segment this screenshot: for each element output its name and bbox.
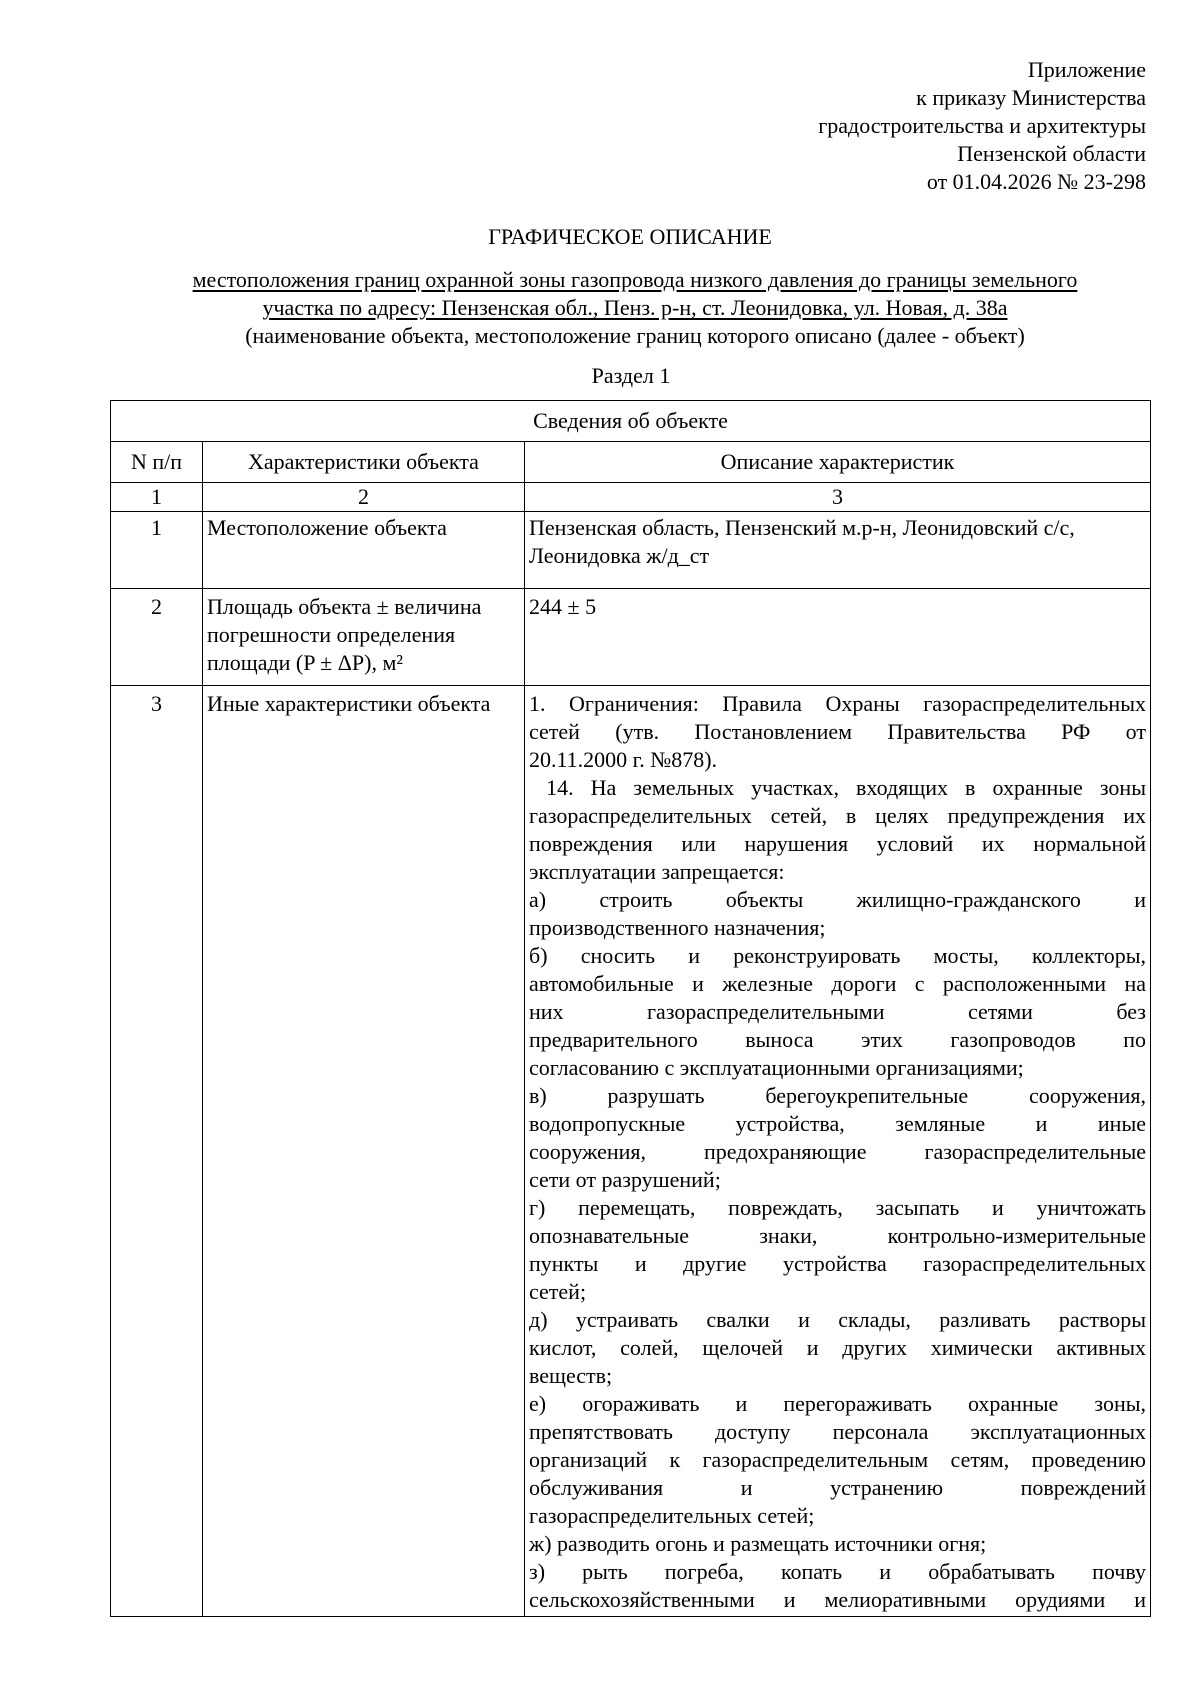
- document-title: ГРАФИЧЕСКОЕ ОПИСАНИЕ: [488, 224, 772, 249]
- description-line: повреждения или нарушения условий их нормальной: [529, 831, 1146, 856]
- description-line: сетей (утв. Постановлением Правительства РФ от: [529, 719, 1146, 744]
- column-header-num: N п/п: [111, 442, 203, 483]
- object-name-line-2: участка по адресу: Пензенская обл., Пенз. р-н, ст. Леонидовка, ул. Новая, д. 38а: [262, 295, 1008, 320]
- table-row: [111, 686, 1151, 1617]
- object-name-caption: (наименование объекта, местоположение границ которого описано (далее - объект): [245, 323, 1025, 348]
- row-description: [525, 512, 1151, 589]
- description-line: сооружения, предохраняющие газораспределительные: [529, 1139, 1146, 1164]
- description-line: г) перемещать, повреждать, засыпать и уничтожать: [529, 1195, 1146, 1220]
- description-line: эксплуатации запрещается:: [529, 859, 785, 884]
- description-line: Леонидовка ж/д_ст: [529, 543, 710, 568]
- section-heading: Раздел 1: [591, 363, 671, 388]
- description-line: Пензенская область, Пензенский м.р-н, Леонидовский с/с,: [529, 515, 1075, 540]
- description-line: согласованию с эксплуатационными организациями;: [529, 1055, 1024, 1080]
- description-line: 1. Ограничения: Правила Охраны газораспределительных: [529, 691, 1146, 716]
- description-line: опознавательные знаки, контрольно-измерительные: [529, 1223, 1146, 1248]
- description-line: е) огораживать и перегораживать охранные зоны,: [529, 1391, 1146, 1416]
- column-number: 3: [525, 483, 1151, 512]
- characteristic-line: площади (P ± ΔP), м²: [207, 650, 403, 675]
- description-line: ж) разводить огонь и размещать источники огня;: [529, 1531, 987, 1556]
- description-line: б) сносить и реконструировать мосты, коллекторы,: [529, 943, 1146, 968]
- row-number: 2: [111, 589, 203, 686]
- row-characteristic: Иные характеристики объекта: [203, 686, 525, 1617]
- column-header-description: Описание характеристик: [525, 442, 1151, 483]
- description-line: 244 ± 5: [529, 594, 597, 619]
- column-header-characteristic: Характеристики объекта: [203, 442, 525, 483]
- row-characteristic: [203, 589, 525, 686]
- column-number: 1: [111, 483, 203, 512]
- description-line: газораспределительных сетей, в целях предупреждения их: [529, 803, 1146, 828]
- description-line: газораспределительных сетей;: [529, 1503, 815, 1528]
- appendix-line: Приложение: [1027, 57, 1146, 82]
- appendix-date-number: от 01.04.2026 № 23-298: [926, 169, 1146, 194]
- object-name-line-1: местоположения границ охранной зоны газопровода низкого давления до границы земельного: [192, 267, 1078, 292]
- description-line: производственного назначения;: [529, 915, 826, 940]
- description-line: 14. На земельных участках, входящих в охранные зоны: [529, 775, 1146, 800]
- description-line: веществ;: [529, 1363, 613, 1388]
- table-column-numbers-row: [111, 483, 1151, 512]
- description-line: них газораспределительными сетями без: [529, 999, 1146, 1024]
- row-characteristic: Местоположение объекта: [203, 512, 525, 589]
- row-number: 3: [111, 686, 203, 1617]
- description-line: 20.11.2000 г. №878).: [529, 747, 718, 772]
- description-line: водопропускные устройства, земляные и иные: [529, 1111, 1146, 1136]
- row-description: [525, 686, 1151, 1617]
- row-description: [525, 589, 1151, 686]
- object-name-block: [140, 266, 1130, 350]
- description-line: кислот, солей, щелочей и других химически активных: [529, 1335, 1146, 1360]
- table-header: Сведения об объекте: [111, 401, 1151, 442]
- characteristic-line: Площадь объекта ± величина: [207, 594, 482, 619]
- appendix-line: Пензенской области: [957, 141, 1146, 166]
- description-line: препятствовать доступу персонала эксплуатационных: [529, 1419, 1146, 1444]
- description-line: обслуживания и устранению повреждений: [529, 1475, 1146, 1500]
- table-columns-row: [111, 442, 1151, 483]
- description-line: д) устраивать свалки и склады, разливать растворы: [529, 1307, 1146, 1332]
- description-line: з) рыть погреба, копать и обрабатывать почву: [529, 1559, 1146, 1584]
- table-header-row: [111, 401, 1151, 442]
- column-number: 2: [203, 483, 525, 512]
- description-line: организаций к газораспределительным сетям, проведению: [529, 1447, 1146, 1472]
- description-line: пункты и другие устройства газораспределительных: [529, 1251, 1146, 1276]
- appendix-block: [818, 56, 1146, 196]
- description-line: а) строить объекты жилищно-гражданского и: [529, 887, 1146, 912]
- description-line: сетей;: [529, 1279, 587, 1304]
- object-info-table: [110, 400, 1151, 1617]
- description-line: автомобильные и железные дороги с расположенными на: [529, 971, 1146, 996]
- table-row: [111, 512, 1151, 589]
- appendix-line: градостроительства и архитектуры: [818, 113, 1146, 138]
- description-line: сети от разрушений;: [529, 1167, 721, 1192]
- characteristic-line: погрешности определения: [207, 622, 456, 647]
- description-line: сельскохозяйственными и мелиоративными орудиями и: [529, 1587, 1146, 1612]
- description-line: предварительного выноса этих газопроводов по: [529, 1027, 1146, 1052]
- row-number: 1: [111, 512, 203, 589]
- appendix-line: к приказу Министерства: [916, 85, 1146, 110]
- description-line: в) разрушать берегоукрепительные сооружения,: [529, 1083, 1146, 1108]
- table-row: [111, 589, 1151, 686]
